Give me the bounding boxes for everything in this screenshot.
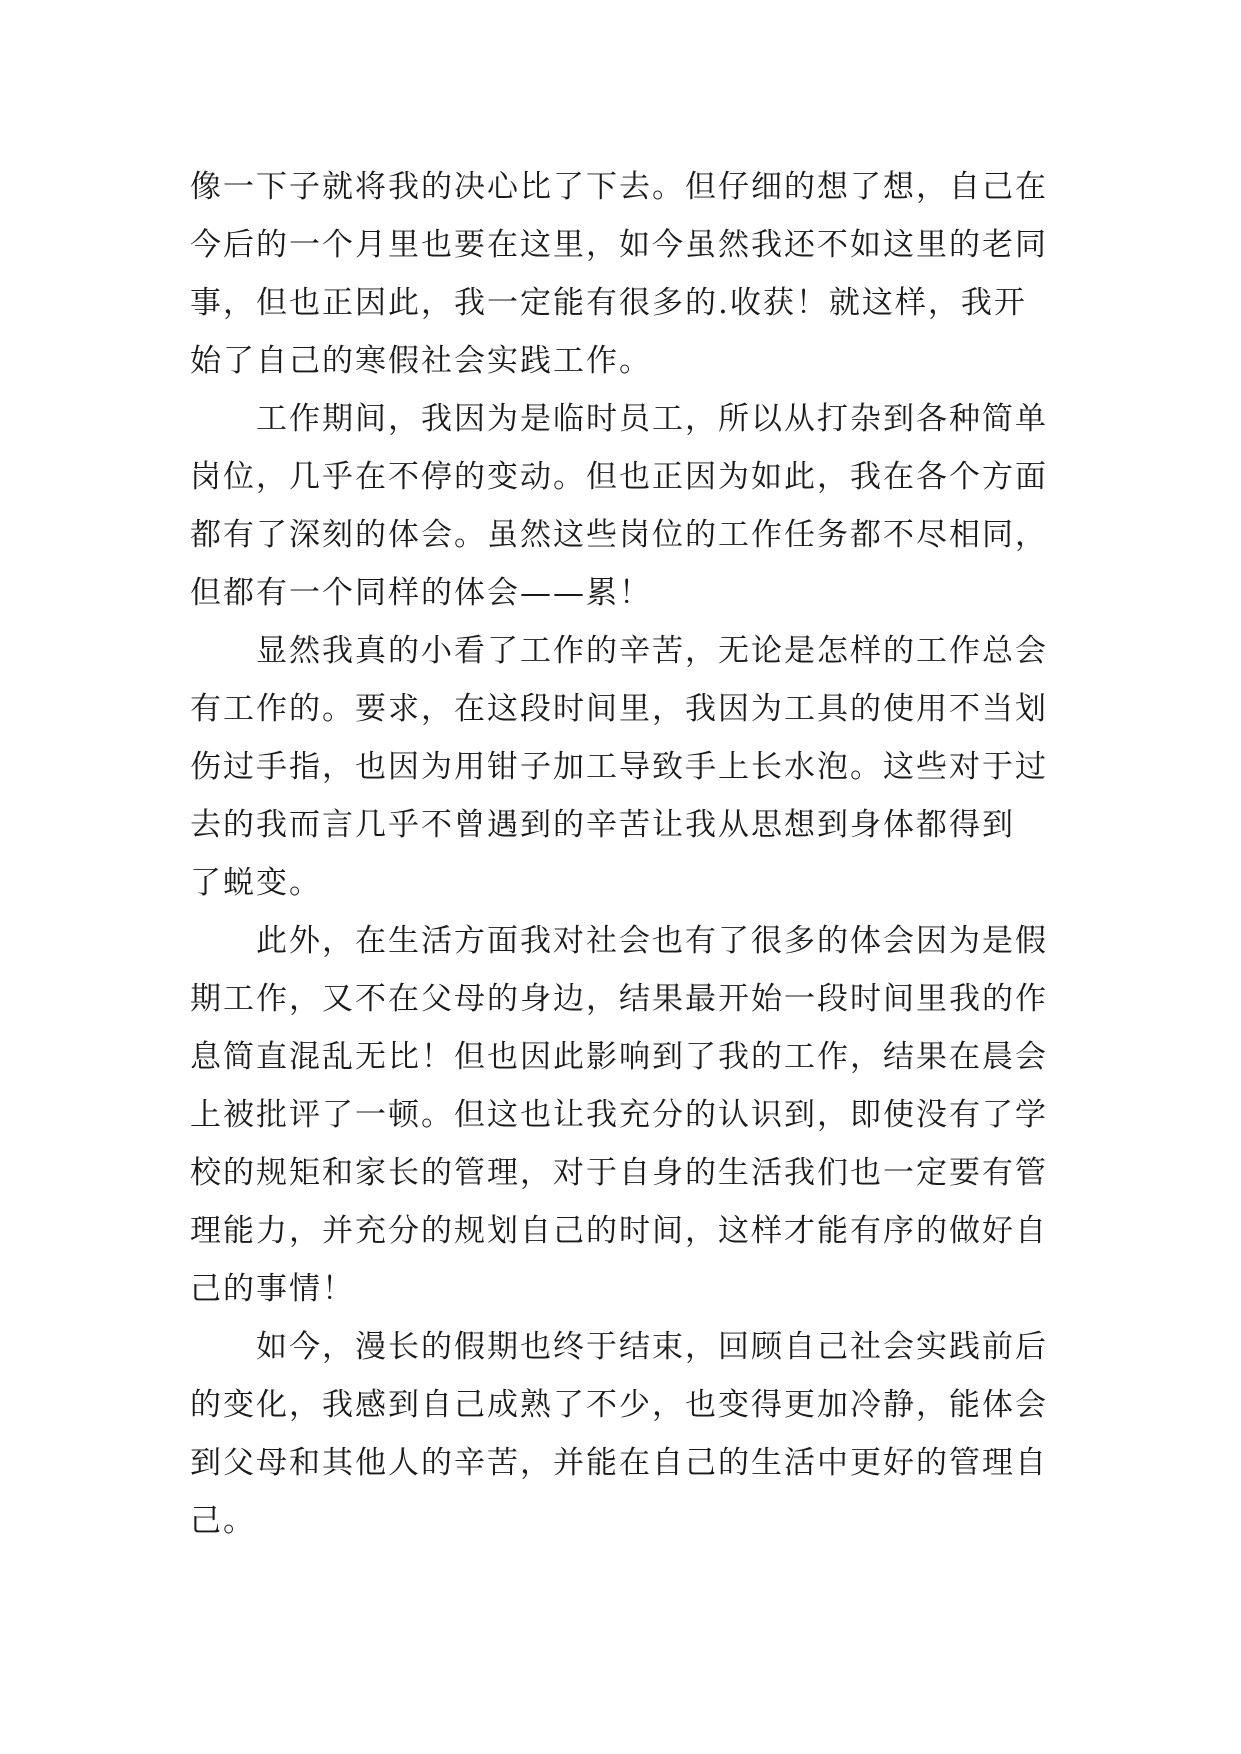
paragraph bbox=[190, 390, 1070, 622]
text-line: 理能力，并充分的规划自己的时间，这样才能有序的做好自 bbox=[190, 1213, 1048, 1249]
text-line: 息简直混乱无比！但也因此影响到了我的工作，结果在晨会 bbox=[190, 1039, 1048, 1075]
text-line: 工作期间，我因为是临时员工，所以从打杂到各种简单 bbox=[256, 401, 1048, 437]
paragraph bbox=[190, 1318, 1070, 1550]
text-line: 但都有一个同样的体会——累！ bbox=[190, 575, 652, 611]
document-body bbox=[190, 158, 1070, 1550]
paragraph bbox=[190, 912, 1070, 1318]
text-line: 始了自己的寒假社会实践工作。 bbox=[190, 343, 652, 379]
text-line: 今后的一个月里也要在这里，如今虽然我还不如这里的老同 bbox=[190, 227, 1048, 263]
text-line: 到父母和其他人的辛苦，并能在自己的生活中更好的管理自 bbox=[190, 1445, 1048, 1481]
text-line: 都有了深刻的体会。虽然这些岗位的工作任务都不尽相同， bbox=[190, 517, 1048, 553]
text-line: 己的事情！ bbox=[190, 1271, 355, 1307]
text-line: 显然我真的小看了工作的辛苦，无论是怎样的工作总会 bbox=[256, 633, 1048, 669]
text-line: 了蜕变。 bbox=[190, 865, 322, 901]
text-line: 有工作的。要求，在这段时间里，我因为工具的使用不当划 bbox=[190, 691, 1048, 727]
text-line: 校的规矩和家长的管理，对于自身的生活我们也一定要有管 bbox=[190, 1155, 1048, 1191]
text-line: 此外，在生活方面我对社会也有了很多的体会因为是假 bbox=[256, 923, 1048, 959]
text-line: 如今，漫长的假期也终于结束，回顾自己社会实践前后 bbox=[256, 1329, 1048, 1365]
text-line: 己。 bbox=[190, 1503, 256, 1539]
text-line: 上被批评了一顿。但这也让我充分的认识到，即使没有了学 bbox=[190, 1097, 1048, 1133]
text-line: 事，但也正因此，我一定能有很多的.收获！就这样，我开 bbox=[190, 285, 1027, 321]
text-line: 伤过手指，也因为用钳子加工导致手上长水泡。这些对于过 bbox=[190, 749, 1048, 785]
text-line: 去的我而言几乎不曾遇到的辛苦让我从思想到身体都得到 bbox=[190, 807, 1015, 843]
text-line: 岗位，几乎在不停的变动。但也正因为如此，我在各个方面 bbox=[190, 459, 1048, 495]
text-line: 像一下子就将我的决心比了下去。但仔细的想了想，自己在 bbox=[190, 169, 1048, 205]
text-line: 期工作，又不在父母的身边，结果最开始一段时间里我的作 bbox=[190, 981, 1048, 1017]
paragraph bbox=[190, 622, 1070, 912]
text-line: 的变化，我感到自己成熟了不少，也变得更加冷静，能体会 bbox=[190, 1387, 1048, 1423]
paragraph bbox=[190, 158, 1070, 390]
